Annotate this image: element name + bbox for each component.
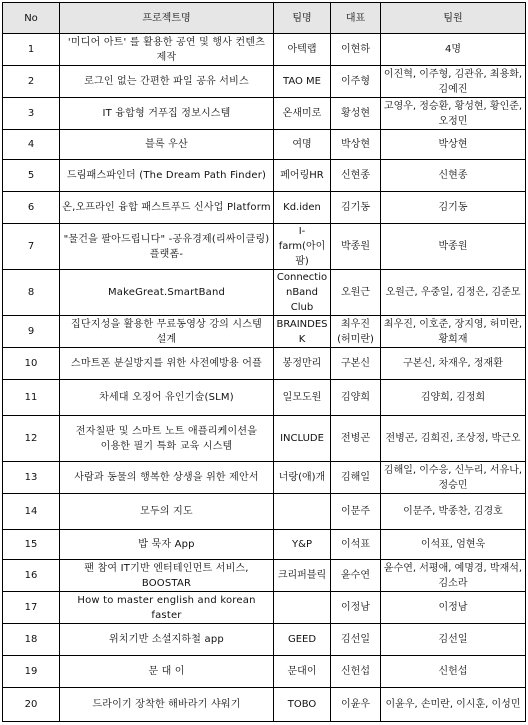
leader-name: 최우진(허미란) xyxy=(331,316,381,348)
row-no: 2 xyxy=(3,66,60,98)
team-name: 일모도원 xyxy=(274,380,331,416)
members: 김양희, 김정희 xyxy=(381,380,526,416)
members: 이정남 xyxy=(381,592,526,624)
row-no: 3 xyxy=(3,98,60,130)
table-row xyxy=(3,348,526,380)
members: 최우진, 이호준, 장지영, 허미란, 황희재 xyxy=(381,316,526,348)
project-name: '미디어 아트' 를 활용한 공연 및 행사 컨텐츠 제작 xyxy=(60,34,274,66)
table-row xyxy=(3,270,526,316)
table-row xyxy=(3,592,526,624)
members: 이진혁, 이주형, 김관유, 최용화,김예진 xyxy=(381,66,526,98)
members: 이석표, 엄현욱 xyxy=(381,530,526,560)
project-name: "물건을 팔아드립니다" -공유경제(리싸이클링)플랫폼- xyxy=(60,224,274,270)
project-name: 팬 참여 IT기반 엔터테인먼트 서비스, BOOSTAR xyxy=(60,560,274,592)
header-row xyxy=(3,3,526,34)
leader-name: 황성현 xyxy=(331,98,381,130)
members: 윤수연, 서평애, 예명경, 박재석, 김소라 xyxy=(381,560,526,592)
table-row xyxy=(3,688,526,722)
leader-name: 이주형 xyxy=(331,66,381,98)
leader-name: 오원근 xyxy=(331,270,381,316)
row-no: 11 xyxy=(3,380,60,416)
project-name: 모두의 지도 xyxy=(60,494,274,530)
row-no: 15 xyxy=(3,530,60,560)
row-no: 16 xyxy=(3,560,60,592)
leader-name: 이문주 xyxy=(331,494,381,530)
team-name: GEED xyxy=(274,624,331,656)
project-name: 블록 우산 xyxy=(60,130,274,160)
row-no: 4 xyxy=(3,130,60,160)
members: 이윤우, 손미란, 이시훈, 이성민 xyxy=(381,688,526,722)
project-name: 밥 묵자 App xyxy=(60,530,274,560)
row-no: 6 xyxy=(3,192,60,224)
team-name: 아텍랩 xyxy=(274,34,331,66)
row-no: 20 xyxy=(3,688,60,722)
project-name: 사람과 동물의 행복한 상생을 위한 제안서 xyxy=(60,462,274,494)
col-header-leader: 대표 xyxy=(331,3,381,34)
project-name: MakeGreat.SmartBand xyxy=(60,270,274,316)
team-name: I-farm(아이팜) xyxy=(274,224,331,270)
team-name: Kd.iden xyxy=(274,192,331,224)
project-name: 온,오프라인 융합 패스트푸드 신사업 Platform xyxy=(60,192,274,224)
project-name: 로그인 없는 간편한 파일 공유 서비스 xyxy=(60,66,274,98)
table-row xyxy=(3,624,526,656)
project-table xyxy=(2,2,526,722)
team-name: 문대이 xyxy=(274,656,331,688)
table-row xyxy=(3,530,526,560)
table-row xyxy=(3,416,526,462)
project-name: 집단지성을 활용한 무료동영상 강의 시스템 설계 xyxy=(60,316,274,348)
team-name: BRAINDESK xyxy=(274,316,331,348)
team-name: INCLUDE xyxy=(274,416,331,462)
row-no: 5 xyxy=(3,160,60,192)
team-name xyxy=(274,592,331,624)
leader-name: 김해일 xyxy=(331,462,381,494)
table-row xyxy=(3,224,526,270)
members: 김기동 xyxy=(381,192,526,224)
table-row xyxy=(3,98,526,130)
project-name: 스마트폰 분실방지를 위한 사전예방용 어플 xyxy=(60,348,274,380)
row-no: 1 xyxy=(3,34,60,66)
members: 김선일 xyxy=(381,624,526,656)
members: 박상현 xyxy=(381,130,526,160)
project-name: IT 융합형 거푸집 정보시스템 xyxy=(60,98,274,130)
table-row xyxy=(3,494,526,530)
col-header-no: No xyxy=(3,3,60,34)
team-name: ConnectionBand Club xyxy=(274,270,331,316)
team-name: 여명 xyxy=(274,130,331,160)
row-no: 14 xyxy=(3,494,60,530)
team-name xyxy=(274,494,331,530)
leader-name: 이석표 xyxy=(331,530,381,560)
table-row xyxy=(3,66,526,98)
team-name: TOBO xyxy=(274,688,331,722)
leader-name: 김기동 xyxy=(331,192,381,224)
row-no: 12 xyxy=(3,416,60,462)
leader-name: 구본신 xyxy=(331,348,381,380)
members: 김해일, 이수응, 신누리, 서유나, 정승민 xyxy=(381,462,526,494)
members: 전병곤, 김희진, 조상정, 박근오 xyxy=(381,416,526,462)
table-row xyxy=(3,462,526,494)
leader-name: 이현하 xyxy=(331,34,381,66)
members: 신헌섭 xyxy=(381,656,526,688)
members: 이문주, 박종찬, 김경호 xyxy=(381,494,526,530)
leader-name: 신헌섭 xyxy=(331,656,381,688)
members: 오원근, 우중일, 김정은, 김준모 xyxy=(381,270,526,316)
row-no: 10 xyxy=(3,348,60,380)
row-no: 9 xyxy=(3,316,60,348)
leader-name: 신현종 xyxy=(331,160,381,192)
leader-name: 이정남 xyxy=(331,592,381,624)
row-no: 13 xyxy=(3,462,60,494)
project-name: How to master english and korean faster xyxy=(60,592,274,624)
team-name: TAO ME xyxy=(274,66,331,98)
team-name: 너랑(애)개 xyxy=(274,462,331,494)
leader-name: 박종원 xyxy=(331,224,381,270)
project-name: 전자칠판 및 스마트 노트 애플리케이션을 이용한 필기 특화 교육 시스템 xyxy=(60,416,274,462)
team-name: 온새미로 xyxy=(274,98,331,130)
project-name: 차세대 오징어 유인기술(SLM) xyxy=(60,380,274,416)
row-no: 19 xyxy=(3,656,60,688)
table-row xyxy=(3,560,526,592)
row-no: 7 xyxy=(3,224,60,270)
table-row xyxy=(3,316,526,348)
project-name: 드라이기 장착한 해바라기 샤워기 xyxy=(60,688,274,722)
col-header-project: 프로젝트명 xyxy=(60,3,274,34)
col-header-team: 팀명 xyxy=(274,3,331,34)
row-no: 8 xyxy=(3,270,60,316)
members: 4명 xyxy=(381,34,526,66)
table-row xyxy=(3,192,526,224)
team-name: 크리퍼블릭 xyxy=(274,560,331,592)
leader-name: 이윤우 xyxy=(331,688,381,722)
team-name: Y&P xyxy=(274,530,331,560)
leader-name: 전병곤 xyxy=(331,416,381,462)
table-row xyxy=(3,34,526,66)
project-name: 드림패스파인더 (The Dream Path Finder) xyxy=(60,160,274,192)
team-name: 페어링HR xyxy=(274,160,331,192)
members: 신현종 xyxy=(381,160,526,192)
table-row xyxy=(3,656,526,688)
row-no: 17 xyxy=(3,592,60,624)
members: 구본신, 차재우, 정재환 xyxy=(381,348,526,380)
col-header-members: 팀원 xyxy=(381,3,526,34)
leader-name: 김선일 xyxy=(331,624,381,656)
project-name: 위치기반 소셜지하철 app xyxy=(60,624,274,656)
table-row xyxy=(3,160,526,192)
table-row xyxy=(3,130,526,160)
team-name: 봉정만리 xyxy=(274,348,331,380)
leader-name: 윤수연 xyxy=(331,560,381,592)
members: 고영우, 정승환, 황성현, 황인준, 오정민 xyxy=(381,98,526,130)
members: 박종원 xyxy=(381,224,526,270)
leader-name: 박상현 xyxy=(331,130,381,160)
leader-name: 김양희 xyxy=(331,380,381,416)
project-name: 문 대 이 xyxy=(60,656,274,688)
table-row xyxy=(3,380,526,416)
row-no: 18 xyxy=(3,624,60,656)
